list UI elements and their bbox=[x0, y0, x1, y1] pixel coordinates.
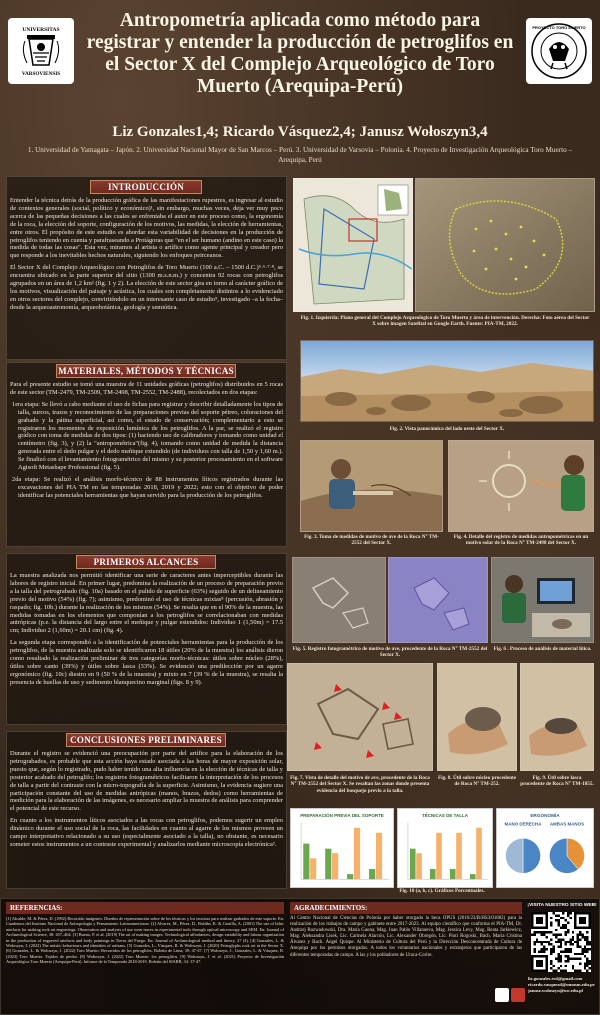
tecnicas-bar bbox=[456, 833, 462, 879]
poster-title: Antropometría aplicada como método para registrar y entender la producción de petroglifos en el Sector X del Complejo Arqueológico de Toro Muerto (Arequipa-Perú) bbox=[86, 10, 514, 97]
affiliations: 1. Universidad de Yamagata – Japón. 2. Universidad Nacional Mayor de San Marcos – Perú. 3. Universidad de Varsovia – Polonia. 4. Proyecto de Investigación Arqueológica Toro Muerto – Arequipa, Perú bbox=[27, 146, 573, 164]
fig7-caption: Fig. 7. Vista de detalle del motivo de ave, procedente de la Roca N° TM-2552 del Sector X. Se resaltan las zonas donde presenta evidencia del bosquejo previo a la talla. bbox=[290, 775, 430, 794]
tecnicas-bar bbox=[470, 874, 476, 879]
intro-paragraph-2: El Sector X del Complejo Arqueológico con Petroglifos de Toro Muerto (100 a.C. – 1500 d.C.)⁵·⁶·⁷·⁸, se encuentra ubicado en la parte superior del sitio (1300 m.s.n.m.) y concentra 92 rocas con petroglifos agrupados en un área de 1,2 km² (fig. 1 y 2). La elección de este sector gira en torno al carácter gráfico de los motivos, visualización del paisaje y acústica, los cuales son completamente distintos a lo evidenciado en otros sectores del complejo, convirtiéndolo en un interesante caso de estudio⁹, investigado –a la fecha– desde la arqueoastronomía, arqueobotánica, geología y semiótica. bbox=[10, 264, 283, 311]
contact-email-3[interactable]: janusz.woloszyn@uw.edu.pl bbox=[528, 988, 583, 994]
preparacion-bar bbox=[332, 853, 338, 879]
conclusions-paragraph-1: Durante el registro se evidenció una preocupación por parte del artífice para la elaboración de los petrograbados, es probable que esta acción haya estado asociada a las horas de mayor exposición solar, puesto que, según lo registrado, pudo haber tenido una alta influencia en la elección de técnicas de talla y posterior acabado del petroglifo; los registros fotogramétricos facilitaron la interpretación de los procesos de talla a partir del contraste con la micro-topografía de la superficie. Asimismo, la evidencia sugiere una participación constante del uso de medidas antrópicas (manos, brazos, dedos) como herramientas de medición para la elaboración de las imágenes, es necesario ampliar la muestra de análisis para comprender el potencial de este recurso. bbox=[10, 750, 283, 813]
contact-block bbox=[528, 976, 598, 995]
contact-email-2[interactable]: ricardo.vasquezd@unmsm.edu.pe bbox=[528, 982, 595, 988]
ergonomia-pie-slice bbox=[523, 838, 541, 873]
acknowledgements-heading: AGRADECIMIENTOS: bbox=[290, 902, 522, 914]
fig1-aerial-photo bbox=[415, 178, 595, 312]
fig2-caption: Fig. 2. Vista panorámica del lado oeste del Sector X. bbox=[389, 426, 505, 432]
tecnicas-bar bbox=[436, 833, 442, 879]
institution-logo-2 bbox=[511, 988, 525, 1002]
intro-paragraph-1: Entender la técnica detrás de la producción gráfica de las manifestaciones rupestres, es ingresar al estudio de contextos generales (social, político y económico)¹, sin embargo, muchas veces, deja ver muy poco acerca de las pequeñas decisiones a las cuales se enfrentaba el autor en este proceso como, la ergonomía de la roca, la elección del soporte, configuración de los motivos, las medidas, la elección de herramientas, entre otros. El propósito de este estudio es abordar esta variabilidad de decisiones en la producción de petroglifos teniendo en cuenta y parafraseando a Protágoras que "en el ser humano (andino en este caso) la medida de todas las cosas". Esta vez, miramos al artista o artífice como agente principal y creador pero que responde a los inevitables hechos naturales, siguiendo los enfoques peirceanos. bbox=[10, 197, 283, 260]
chart-preparacion bbox=[290, 808, 394, 888]
conclusions-heading: CONCLUSIONES PRELIMINARES bbox=[66, 733, 226, 747]
qr-code-icon bbox=[531, 912, 591, 972]
contact-email-1[interactable]: liz.gonzales.rsd@gmail.com bbox=[528, 976, 583, 981]
preparacion-bar bbox=[347, 874, 353, 879]
fig10-caption: Fig. 10 (a, b, c). Gráficos Porcentuales. bbox=[399, 888, 485, 894]
tecnicas-bar bbox=[476, 828, 482, 879]
ergonomia-pie-slice bbox=[505, 838, 523, 873]
tecnicas-bar bbox=[416, 853, 422, 879]
ergonomia-title: ERGONOMÍA bbox=[530, 812, 560, 818]
fig2-panorama-photo bbox=[300, 340, 594, 422]
references-heading: REFERENCIAS: bbox=[6, 902, 284, 914]
tecnicas-title: TÉCNICAS DE TALLA bbox=[422, 812, 468, 818]
references-text: [1] Alcalde, M. & Pérez, D. (1992) Recorrido imágenes: Diseños de representación sobre de los técnicas y los tecnicas para realizar grabados de este soporte. En: Cuadernos del Instituto Nacional de Antropología y Pensamiento Latinoamericano. [2] Alvarez, M., Pérez, D., Roldán, K. & Castilla, A. (2001) The use of lithic artefacts for making rock art engravings: Observation and analysis of use wear traces in experimental tools through optical microscopy and SEM. En: Journal of Archaeological Science, 38: 457–464. [3] Bueno, P. et al. (2019) The art of making images: Technological affordances, design variability and labour organization in the production of engraved artefacts and body paintings in Tierra del Fuego. En: Journal of Archaeological method and theory, 27 (4). [4] Gonzales, L. & Wołoszyn, J. (2022) The artistic behaviours and identities of artisans. [5] Gonzales, L., Vásquez, R. & Wołoszyn, J. (2020) Petroglyphs rock art in the Sector X. [6] Gonzales, L. & Wołoszyn, J. (2022) Toro Muerto: Recorridos de los petroglifos. Boletín de Lima, 39: 47-47. [7] Wołoszyn, J., Gonzales, L. & Vásquez, R. (2023) Toro Muerto. Tejidos de piedra. [8] Wołoszyn, J. (2022) Toro Muerto: los petroglifos. [9] Wołoszyn, J. et al. (2021) Proyecto de Investigación Arqueológica Toro Muerto (Arequipa-Perú). Informe de la Temporada 2018-2019. Boletín del SIARB, 34: 37-47. bbox=[6, 916, 284, 965]
results-paragraph-1: La muestra analizada nos permitió identificar una serie de caracteres antes imperceptibles durante las labores de registro inicial. En primer lugar, predomina la realización de un proceso de preparación previo a la talla del petrograbado (fig. 10a) basado en el pulido de superficie (63%) seguido de un delineamiento previo del motivo (54%) (fig. 7); asimismo, predominó el uso de técnicas mixtas⁸ (percusión, abrasión y raspado; fig. 10b.) durante la realización de los mismos (54%). Se resalta que en el 90% de la muestra, las medidas tomadas en los elementos que componían a los petroglifos se correlacionaban con medidas antrópicas (p.e. la distancia del largo entre el meñique y pulgar estendidos: Individuo 1 (1,50m) = 17.5 cm; Individuo 2 (1,60m) = 20.1 cm) (fig. 4). bbox=[10, 572, 283, 635]
logo-left-bottom-text: VARSOVIENSIS bbox=[21, 71, 61, 77]
fig3-measuring-photo bbox=[300, 440, 443, 532]
fig9-caption: Fig. 9. Útil sobre lasca procedente de Roca N° TM-1855. bbox=[520, 775, 594, 788]
preparacion-bar bbox=[325, 849, 331, 880]
conclusions-paragraph-2: En cuanto a los instrumentos líticos asociados a las rocas con petroglifos, podemos sugerir un empleo dinámico durante el uso social de la roca, las facilidades en cuanto al agarre de los mismos proveen un campo interpretativo relacionado a su uso (especialmente asociado a la talla), no obstante, es necesario someter estos instrumentos a un contraste experimental y analizarlos mediante microscopía electrónica². bbox=[10, 817, 283, 848]
preparacion-bar bbox=[310, 858, 316, 879]
preparacion-title: PREPARACIÓN PREVIA DEL SOPORTE bbox=[300, 812, 384, 818]
fig5-3d-model-image bbox=[388, 557, 488, 643]
fig6-caption: Fig. 6 . Proceso de análisis de material lítico. bbox=[493, 646, 592, 652]
fig8-caption: Fig. 8. Útil sobre núcleo procedente de Roca N° TM-252. bbox=[437, 775, 517, 788]
authors-line: Liz Gonzales1,4; Ricardo Vásquez2,4; Janusz Wołoszyn3,4 bbox=[112, 124, 488, 140]
fig8-core-tool-photo bbox=[437, 663, 517, 771]
chart-tecnicas bbox=[397, 808, 493, 888]
chart-ergonomia-svg bbox=[497, 809, 593, 887]
methods-heading: MATERIALES, MÉTODOS Y TÉCNICAS bbox=[56, 364, 236, 378]
methods-bullet-1: 1era etapa: Se llevó a cabo mediante el uso de fichas para registrar y describir detalladamente los tipos de talla, surcos, trazos y reconocimiento de las preparaciones previas del soporte pétreo, coloraciones del grabado y la pátina superficial, así como, el estado de conservación; complementario a esto se registraron los momentos de exposición lumínica de los petroglifos. A la par, se realizó el registro gráfico con toma de medidas de dos tipos: (1) haciendo uso de calibradores y tomando como unidad el centímetro (fig. 3), y (2) la "antropométrica"(fig. 4), tomando como unidad de medida la distancia generada entre el dedo pulgar y el dedo meñique extendido (de individuos con talla de 1,50 y 1,60 m.). Se finalizó con el levantamiento fotogramétrico del mismo y su posterior procesamiento en el software Agisoft Metashape Professional (fig. 5). bbox=[12, 400, 283, 472]
preparacion-bar bbox=[369, 869, 375, 879]
tecnicas-bar bbox=[410, 849, 416, 880]
website-heading: ¡VISITA NUESTRO SITIO WEB! bbox=[527, 903, 597, 908]
toro-muerto-project-logo bbox=[526, 18, 592, 84]
fig9-flake-tool-photo bbox=[520, 663, 594, 771]
fig4-anthropometric-photo bbox=[448, 440, 594, 532]
fig1-map-image bbox=[293, 178, 413, 312]
preparacion-bar bbox=[303, 844, 309, 880]
acknowledgements-text: Al Centro Nacional de Ciencias de Polonia por haber otorgado la beca OPUS (2016/23/B/HS3/01882) para la realización de los trabajos de campo y gabinete entre 2017-2023. Al equipo científico que conforma el PIA-TM, Dr. Andrzej Rozwadowski, Dra. María Gaona, Mag. Juan Pablo Villanueva, Mag. Jessica Levy, Mag. Beata Jarkiewicz, Mag. Aleksandra Lisek, Lic. Carmela Alarcón, Lic. Alexander Obregón, Lic. Piotr Rogoski, Bach. María Cristina Álvarez y Bach. Ángel Quispe. Al Ministerio de Cultura del Perú y la Dirección Desconcentrada de Cultura de Arequipa por los permisos otorgados. A todos los voluntarios nacionales y extranjeros que participaron de las diferentes temporadas de campo. A las y los pobladores de Uraca-Corire. bbox=[290, 916, 522, 958]
preparacion-bar bbox=[376, 833, 382, 879]
fig6-lithic-analysis-photo bbox=[491, 557, 594, 643]
methods-text bbox=[10, 381, 283, 504]
chart-ergonomia bbox=[496, 808, 594, 888]
fig5-photogrammetry-photo bbox=[292, 557, 386, 643]
tecnicas-bar bbox=[450, 869, 456, 879]
intro-text bbox=[10, 197, 283, 316]
results-heading: PRIMEROS ALCANCES bbox=[76, 555, 216, 569]
fig1-caption: Fig. 1. Izquierda: Plano general del Complejo Arqueológico de Toro Muerto y área de intervención. Derecha: Foto aérea del Sector X sobre imagen Satelital en Google Earth. Fuente: PIA-TM, 2022. bbox=[300, 315, 590, 328]
methods-paragraph-1: Para el presente estudio se tomó una muestra de 11 unidades gráficas (petroglifos) distribuidos en 5 rocas de este sector (TM-2479, TM-2509, TM-2498, TM-2552, TM-2488), recolectados en dos etapas: bbox=[10, 381, 283, 396]
chart-tecnicas-svg bbox=[398, 809, 492, 887]
tecnicas-bar bbox=[430, 869, 436, 879]
methods-bullet-2: 2da etapa: Se realizó el análisis morfo-técnico de 88 instrumentos líticos registrados durante las excavaciones del PIA TM en las temporadas 2018, 2019 y 2022; esto con el objetivo de poder identificar las potenciales herramientas que hayan servido para la producción de los petroglifos. bbox=[12, 475, 283, 499]
preparacion-bar bbox=[354, 828, 360, 879]
chart-preparacion-svg bbox=[291, 809, 393, 887]
ergonomia-subchart-title: AMBAS MANOS bbox=[549, 821, 585, 827]
fig7-bird-motif-photo bbox=[287, 663, 433, 771]
fig5-caption: Fig. 5. Registro fotogramétrico de motivo de ave, procedente de la Roca N° TM-2552 del Sector X. bbox=[292, 646, 488, 659]
results-text bbox=[10, 572, 283, 691]
ergonomia-subchart-title: MANO DERECHA bbox=[504, 821, 542, 827]
qr-code[interactable] bbox=[531, 912, 591, 972]
intro-heading: INTRODUCCIÓN bbox=[90, 180, 202, 194]
logo-right-text: PROYECTO TORO MUERTO bbox=[532, 25, 586, 30]
university-warsaw-logo bbox=[8, 18, 74, 84]
results-paragraph-2: La segunda etapa correspondió a la identificación de potenciales herramientas para la producción de los petroglifos, de la muestra analizada solo se identificaron 18 útiles (20% de la muestra) los análisis dieron como resultado la realización preliminar de tres categorías morfo-técnicas: útiles sobre núcleo (28%), útiles sobre canto (39%) y útiles sobre lasca (33%). Se evidenció una predilección por un agarre ergonómico (fig. 10c) diestro en 9 (50 % de la muestra) y mixto en 7 (39 % de la muestra), se resalta la presencia de huellas de uso y sedimento blanquecino marginal (figs. 8 y 9). bbox=[10, 639, 283, 686]
institution-logo-1 bbox=[495, 988, 509, 1002]
conclusions-text bbox=[10, 750, 283, 853]
fig4-caption: Fig. 4. Detalle del registro de medidas antropométricas en un motivo solar de la Roca N° TM-2498 del Sector X. bbox=[453, 534, 589, 547]
logo-left-top-text: UNIVERSITAS bbox=[22, 27, 60, 33]
fig3-caption: Fig. 3. Toma de medidas de motivo de ave de la Roca N° TM-2552 del Sector X. bbox=[304, 534, 439, 547]
